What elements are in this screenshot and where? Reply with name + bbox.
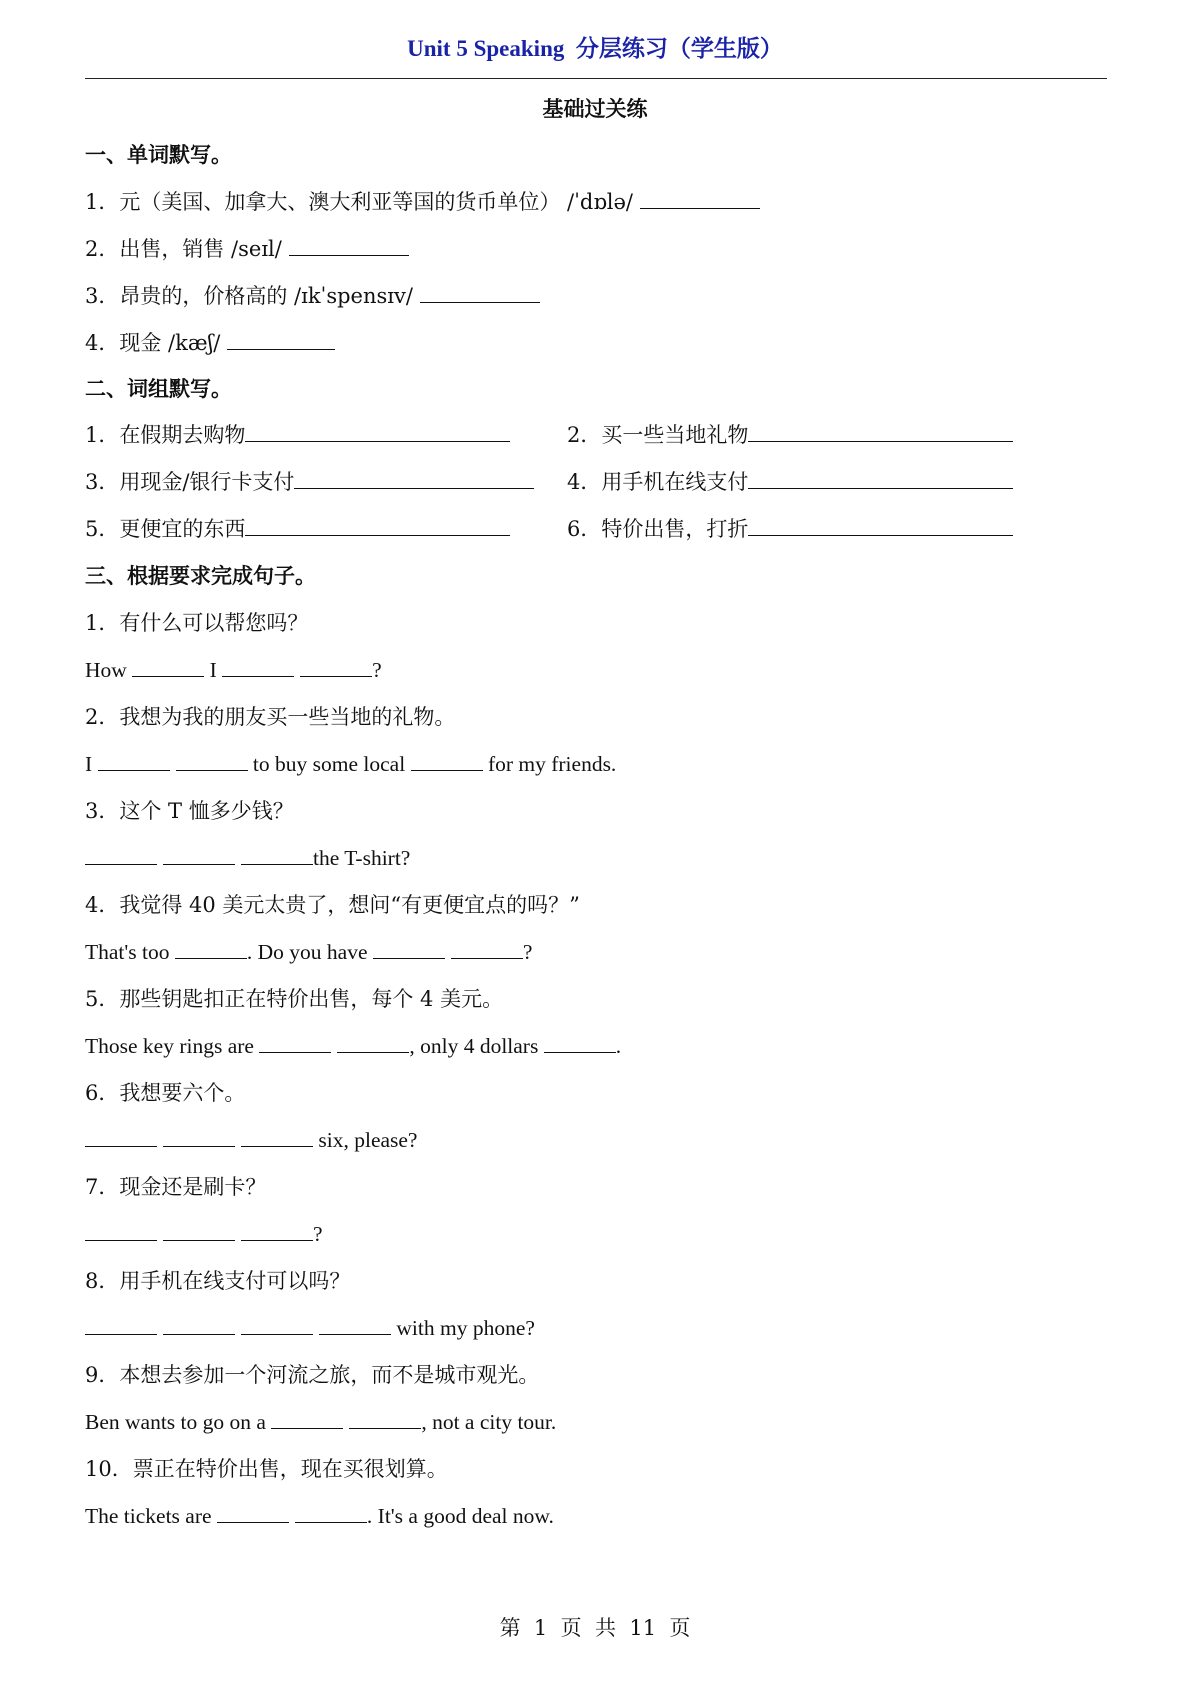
answer-blank[interactable] (748, 514, 1013, 536)
phrase-item-1 (85, 420, 510, 450)
question-7-english (85, 1219, 323, 1249)
phrase-item-5 (85, 514, 510, 544)
phrase-item-6 (567, 514, 1013, 544)
question-8-chinese: 8．用手机在线支付可以吗？ (85, 1269, 351, 1293)
sentence-text: Those key rings are (85, 1034, 260, 1058)
section-2-heading: 二、词组默写。 (85, 376, 232, 401)
phrase-item-2-text: 2．买一些当地礼物 (567, 423, 749, 447)
sentence-text: I (204, 658, 223, 682)
answer-blank[interactable] (420, 281, 540, 303)
answer-blank[interactable] (544, 1031, 616, 1053)
sentence-text: for my friends. (482, 752, 617, 776)
answer-blank[interactable] (337, 1031, 409, 1053)
word-item-3 (85, 281, 540, 311)
sentence-text: , only 4 dollars (409, 1034, 544, 1058)
phrase-item-4 (567, 467, 1013, 497)
answer-blank[interactable] (271, 1407, 343, 1429)
question-4-chinese: 4．我觉得 40 美元太贵了，想问“有更便宜点的吗？” (85, 893, 580, 917)
answer-blank[interactable] (748, 420, 1013, 442)
phrase-item-3 (85, 467, 534, 497)
sentence-text: ? (313, 1222, 323, 1246)
answer-blank[interactable] (245, 420, 510, 442)
sentence-text: I (85, 752, 98, 776)
word-item-2-text: 2．出售，销售 /seɪl/ (85, 237, 289, 261)
sentence-text: ? (372, 658, 382, 682)
answer-blank[interactable] (373, 937, 445, 959)
phrase-item-2 (567, 420, 1013, 450)
page-footer: 第 1 页 共 11 页 (499, 1616, 691, 1640)
sentence-text: . (615, 1034, 622, 1058)
answer-blank[interactable] (241, 843, 313, 865)
sentence-text: with my phone? (391, 1316, 535, 1340)
question-4-english (85, 937, 532, 967)
question-2-english (85, 749, 616, 779)
question-3-english (85, 843, 410, 873)
question-1-english (85, 655, 382, 685)
answer-blank[interactable] (85, 1219, 157, 1241)
answer-blank[interactable] (294, 467, 534, 489)
answer-blank[interactable] (259, 1031, 331, 1053)
question-9-english (85, 1407, 556, 1437)
answer-blank[interactable] (319, 1313, 391, 1335)
question-5-english (85, 1031, 621, 1061)
sentence-text: That's too (85, 940, 175, 964)
sentence-text: How (85, 658, 133, 682)
answer-blank[interactable] (222, 655, 294, 677)
answer-blank[interactable] (451, 937, 523, 959)
page-header: Unit 5 Speaking 分层练习（学生版） (407, 36, 783, 61)
question-3-chinese: 3．这个 T 恤多少钱？ (85, 799, 294, 823)
word-item-3-text: 3．昂贵的，价格高的 /ɪkˈspensɪv/ (85, 284, 420, 308)
sentence-text: the T-shirt? (313, 846, 411, 870)
sentence-text: . It's a good deal now. (366, 1504, 554, 1528)
question-5-chinese: 5．那些钥匙扣正在特价出售，每个 4 美元。 (85, 987, 504, 1011)
sentence-text: ? (522, 940, 533, 964)
answer-blank[interactable] (163, 1125, 235, 1147)
section-3-heading: 三、根据要求完成句子。 (85, 563, 316, 588)
answer-blank[interactable] (175, 937, 247, 959)
answer-blank[interactable] (132, 655, 204, 677)
sentence-text: The tickets are (85, 1504, 217, 1528)
phrase-item-4-text: 4．用手机在线支付 (567, 470, 749, 494)
answer-blank[interactable] (163, 1313, 235, 1335)
answer-blank[interactable] (176, 749, 248, 771)
word-item-4-text: 4．现金 /kæʃ/ (85, 331, 228, 355)
question-10-chinese: 10．票正在特价出售，现在买很划算。 (85, 1457, 448, 1481)
answer-blank[interactable] (217, 1501, 289, 1523)
word-item-2 (85, 234, 409, 264)
answer-blank[interactable] (163, 1219, 235, 1241)
question-8-english (85, 1313, 535, 1343)
answer-blank[interactable] (640, 187, 760, 209)
question-2-chinese: 2．我想为我的朋友买一些当地的礼物。 (85, 705, 456, 729)
question-6-chinese: 6．我想要六个。 (85, 1081, 246, 1105)
phrase-item-1-text: 1．在假期去购物 (85, 423, 246, 447)
answer-blank[interactable] (300, 655, 372, 677)
question-1-chinese: 1．有什么可以帮您吗？ (85, 611, 309, 635)
sentence-text: Ben wants to go on a (85, 1410, 272, 1434)
phrase-item-3-text: 3．用现金/银行卡支付 (85, 470, 295, 494)
answer-blank[interactable] (245, 514, 510, 536)
sentence-text: . Do you have (246, 940, 373, 964)
answer-blank[interactable] (748, 467, 1013, 489)
section-1-heading: 一、单词默写。 (85, 142, 232, 167)
answer-blank[interactable] (241, 1125, 313, 1147)
word-item-1-text: 1．元（美国、加拿大、澳大利亚等国的货币单位） /ˈdɒlə/ (85, 190, 640, 214)
answer-blank[interactable] (295, 1501, 367, 1523)
answer-blank[interactable] (85, 1313, 157, 1335)
sentence-text: to buy some local (247, 752, 411, 776)
answer-blank[interactable] (227, 328, 335, 350)
answer-blank[interactable] (241, 1313, 313, 1335)
phrase-item-5-text: 5．更便宜的东西 (85, 517, 246, 541)
answer-blank[interactable] (85, 1125, 157, 1147)
question-6-english (85, 1125, 417, 1155)
header-rule (85, 78, 1107, 79)
answer-blank[interactable] (241, 1219, 313, 1241)
answer-blank[interactable] (289, 234, 409, 256)
word-item-1 (85, 187, 760, 217)
answer-blank[interactable] (411, 749, 483, 771)
phrase-item-6-text: 6．特价出售，打折 (567, 517, 749, 541)
sentence-text: , not a city tour. (421, 1410, 557, 1434)
sentence-text: six, please? (313, 1128, 418, 1152)
question-7-chinese: 7．现金还是刷卡？ (85, 1175, 267, 1199)
answer-blank[interactable] (163, 843, 235, 865)
answer-blank[interactable] (98, 749, 170, 771)
word-item-4 (85, 328, 335, 358)
question-9-chinese: 9．本想去参加一个河流之旅，而不是城市观光。 (85, 1363, 540, 1387)
answer-blank[interactable] (85, 843, 157, 865)
page-title: 基础过关练 (542, 96, 648, 121)
question-10-english (85, 1501, 554, 1531)
answer-blank[interactable] (349, 1407, 421, 1429)
